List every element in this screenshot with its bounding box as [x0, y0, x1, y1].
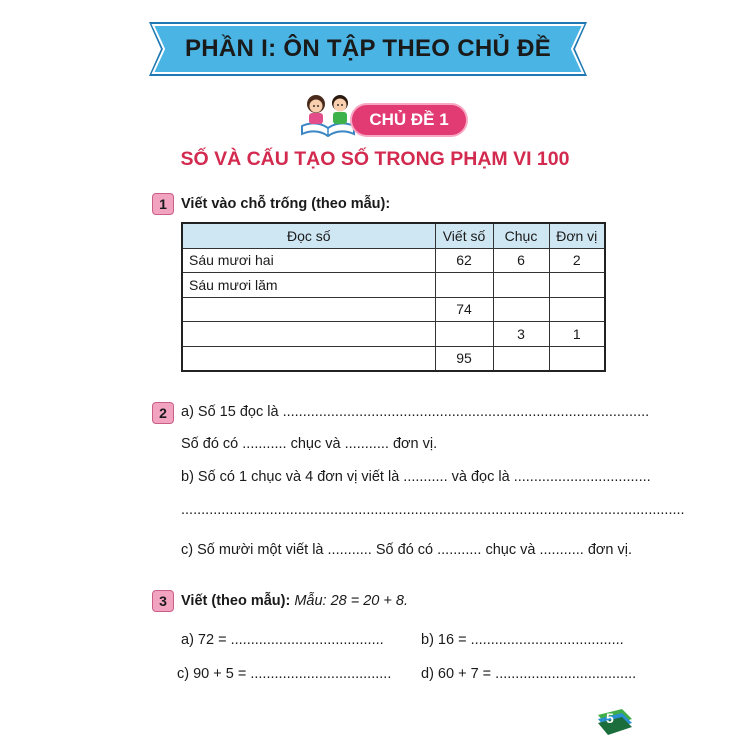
exercise-2-line-a2: Số đó có ........... chục và ........... đơn vị. [181, 436, 438, 452]
header-tens: Chục [493, 223, 549, 248]
exercise-2-line-c: c) Số mười một viết là ........... Số đó có ........... chục và ........... đơn vị. [181, 542, 632, 558]
book-icon [596, 705, 634, 737]
cell-write: 62 [435, 248, 493, 273]
cell-units: 2 [549, 248, 605, 273]
exercise-3-item-a: a) 72 = ...................................... [181, 632, 384, 648]
cell-tens[interactable] [493, 273, 549, 298]
table-row [182, 322, 605, 347]
kids-reading-illustration [296, 86, 360, 138]
banner-title: PHẦN I: ÔN TẬP THEO CHỦ ĐỀ [184, 35, 552, 62]
header-units: Đơn vị [549, 223, 605, 248]
topic-label: CHỦ ĐỀ 1 [350, 103, 468, 137]
cell-tens: 3 [493, 322, 549, 347]
table-row [182, 346, 605, 371]
exercise-1-title: Viết vào chỗ trống (theo mẫu): [181, 196, 391, 212]
cell-read[interactable] [182, 346, 435, 371]
cell-read: Sáu mươi hai [182, 248, 435, 273]
cell-tens: 6 [493, 248, 549, 273]
exercise-2-badge: 2 [152, 402, 174, 424]
page-number-badge [596, 705, 634, 737]
cell-tens[interactable] [493, 346, 549, 371]
number-table [181, 222, 606, 372]
header-read: Đọc số [182, 223, 435, 248]
table-header-row [182, 223, 605, 248]
cell-tens[interactable] [493, 297, 549, 322]
table-row [182, 248, 605, 273]
cell-units[interactable] [549, 346, 605, 371]
cell-read[interactable] [182, 297, 435, 322]
exercise-3-badge: 3 [152, 590, 174, 612]
exercise-2-line-b: b) Số có 1 chục và 4 đơn vị viết là ........... và đọc là .................................. [181, 469, 651, 485]
page-subtitle: SỐ VÀ CẤU TẠO SỐ TRONG PHẠM VI 100 [180, 148, 570, 170]
exercise-3-item-d: d) 60 + 7 = ................................... [421, 666, 637, 682]
cell-units[interactable] [549, 273, 605, 298]
table-row [182, 297, 605, 322]
exercise-3-heading [181, 593, 408, 609]
exercise-2-line-a: a) Số 15 đọc là ........................................................................................... [181, 404, 650, 420]
header-write: Viết số [435, 223, 493, 248]
cell-read: Sáu mươi lăm [182, 273, 435, 298]
page-number: 5 [606, 710, 614, 726]
cell-units[interactable] [549, 297, 605, 322]
cell-write[interactable] [435, 273, 493, 298]
exercise-3-example: Mẫu: 28 = 20 + 8. [294, 593, 408, 609]
section-banner [143, 18, 593, 80]
cell-units: 1 [549, 322, 605, 347]
exercise-3-item-b: b) 16 = ...................................... [421, 632, 624, 648]
exercise-3-title: Viết (theo mẫu): [181, 593, 291, 609]
cell-write: 74 [435, 297, 493, 322]
exercise-3-item-c: c) 90 + 5 = ................................... [177, 666, 392, 682]
cell-write: 95 [435, 346, 493, 371]
cell-write[interactable] [435, 322, 493, 347]
table-row [182, 273, 605, 298]
cell-read[interactable] [182, 322, 435, 347]
exercise-1-badge: 1 [152, 193, 174, 215]
exercise-2-line-b2: ............................................................................................................................. [181, 502, 685, 518]
